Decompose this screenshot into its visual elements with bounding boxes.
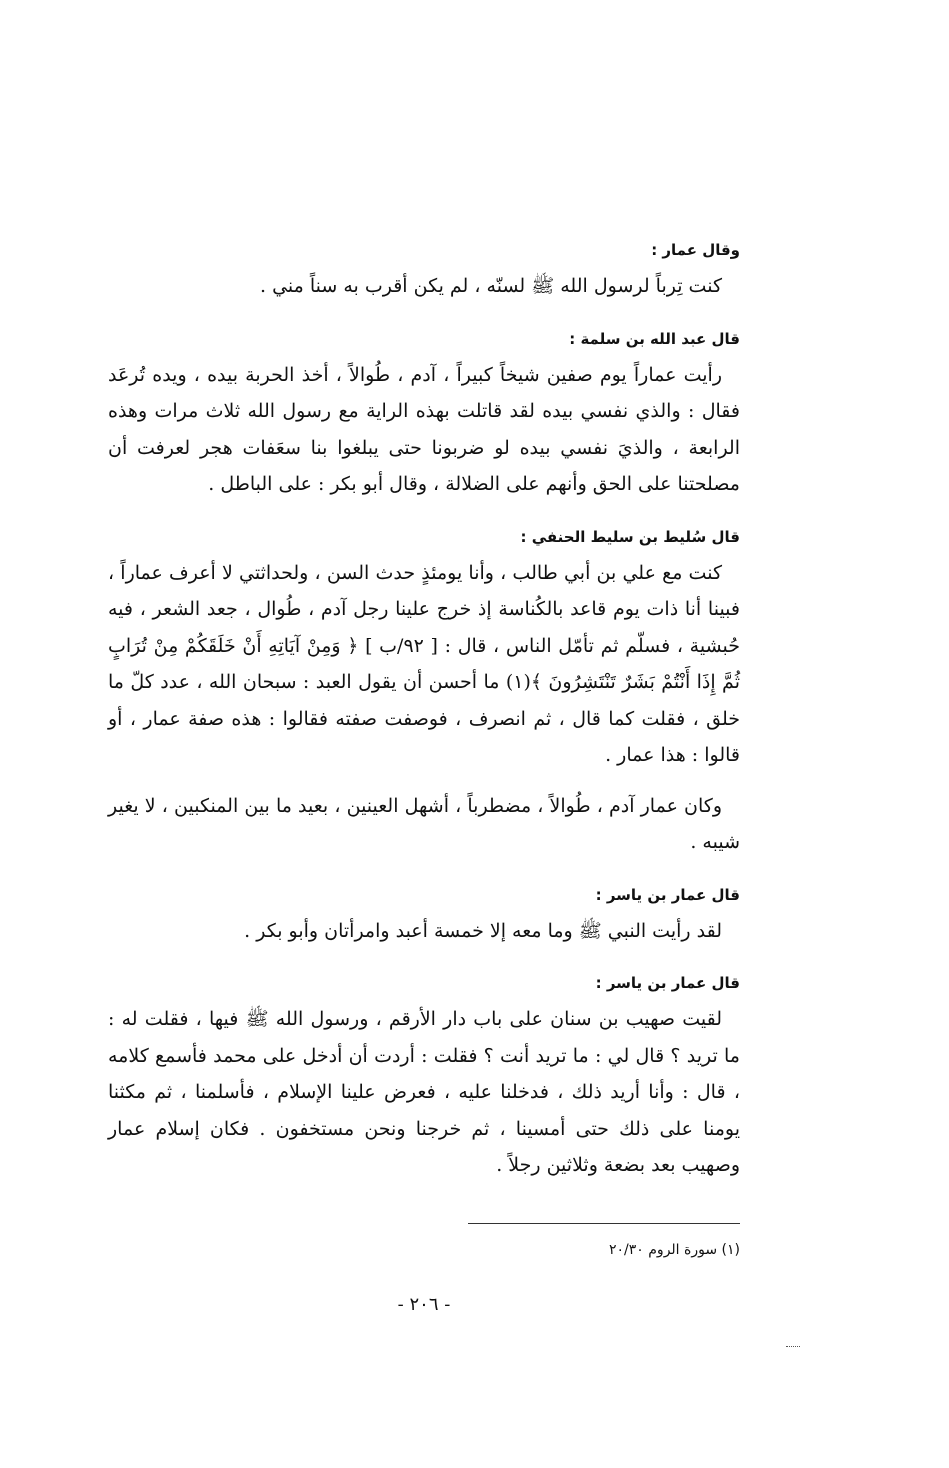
paragraph: رأيت عماراً يوم صفين شيخاً كبيراً ، آدم ، طُوالاً ، أخذ الحربة بيده ، ويده تُرعَد فقال : والذي نفسي بيده لقد قاتلت بهذه الراية مع رسول الله ثلاث مرات وهذه الرابعة ، والذيَ نفسي بيده لو ضربونا حتى يبلغوا بنا سعَفات هجر لعرفت أن مصلحتنا على الحق وأنهم على الضلالة ، وقال أبو بكر : على الباطل . [108, 363, 740, 495]
footnote-divider [468, 1223, 740, 1224]
section-heading: قال عمار بن ياسر : [595, 974, 740, 992]
paragraph: لقيت صهيب بن سنان على باب دار الأرقم ، ورسول الله ﷺ فيها ، فقلت له : ما تريد ؟ قال لي : ما تريد أنت ؟ فقلت : أردت أن أدخل على محمد فأسمع كلامه ، قال : وأنا أريد ذلك ، فدخلنا عليه ، فعرض علينا الإسلام ، فأسلمنا ، ثم مكثنا يومنا على ذلك حتى أمسينا ، ثم خرجنا ونحن مستخفون . فكان إسلام عمار وصهيب بعد بضعة وثلاثين رجلاً . [108, 1008, 740, 1176]
page-number: - ٢٠٦ - [397, 1294, 451, 1315]
footnote: (١) سورة الروم ٢٠/٣٠ [609, 1242, 740, 1258]
paragraph: كنت مع علي بن أبي طالب ، وأنا يومئذٍ حدث السن ، ولحداثتي لا أعرف عماراً ، فبينا أنا ذات يوم قاعد بالكُناسة إذ خرج علينا رجل آدم ، طُوال ، جعد الشعر ، فيه حُبشية ، فسلّم ثم تأمّل الناس ، قال : [ ٩٢/ب ] ﴿ وَمِنْ آيَاتِهِ أَنْ خَلَقَكُمْ مِنْ تُرَابٍ ثُمَّ إِذَا أَنْتُمْ بَشَرٌ تَنْتَشِرُونَ ﴾(١) ما أحسن أن يقول العبد : سبحان الله ، عدد كلّ ما خلق ، فقلت كما قال ، ثم انصرف ، فوصفت صفته فقالوا : هذه صفة عمار ، أو قالوا : هذا عمار . [108, 561, 741, 766]
section-sulayt-al-hanafi [108, 525, 740, 861]
section-heading: قال عمار بن ياسر : [595, 885, 740, 904]
scan-edge-mark [786, 1346, 800, 1347]
section-heading: قال عبد الله بن سلمة : [569, 329, 740, 348]
section-ammar-ibn-yasir-2 [108, 971, 740, 1184]
section-ammar-ibn-yasir-1 [108, 883, 740, 950]
section-abdullah-ibn-salama [108, 327, 740, 503]
paragraph: لقد رأيت النبي ﷺ وما معه إلا خمسة أعبد وامرأتان وأبو بكر . [244, 919, 722, 942]
section-ammar-1 [108, 238, 740, 305]
page-body [108, 238, 740, 1184]
section-heading: قال سُليط بن سليط الحنفي : [520, 527, 740, 546]
section-heading: وقال عمار : [651, 241, 740, 259]
paragraph: كنت تِرباً لرسول الله ﷺ لسنّه ، لم يكن أقرب به سناً مني . [259, 275, 722, 297]
paragraph: وكان عمار آدم ، طُوالاً ، مضطرباً ، أشهل العينين ، بعيد ما بين المنكبين ، لا يغير شيبه . [108, 794, 740, 853]
